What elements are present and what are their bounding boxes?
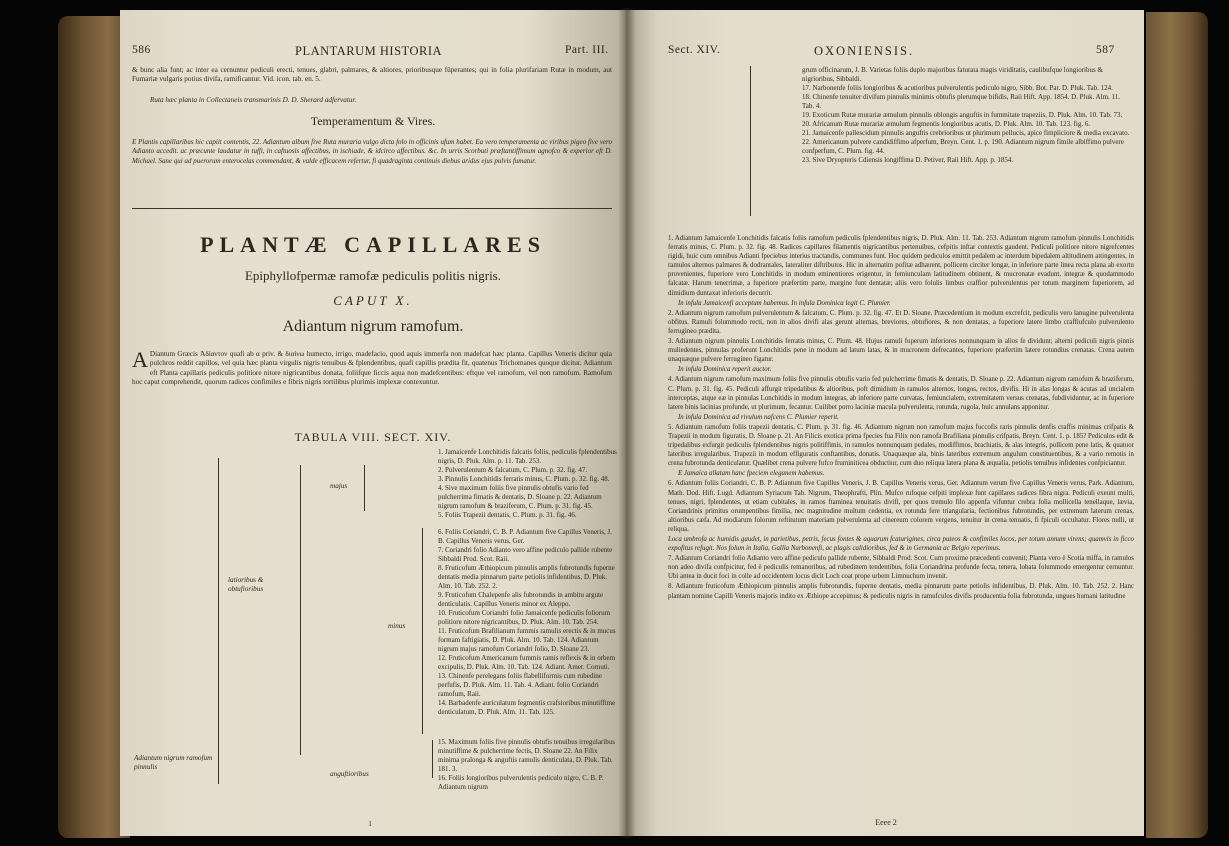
book-fore-edge-right (1146, 12, 1208, 838)
table-items-anguftioribus (438, 738, 620, 792)
group-anguftioribus-label: anguftioribus (330, 770, 369, 778)
paragraph: E Jamaica allatam hanc fpeciem eleganem habemus. (678, 470, 825, 478)
left-part-label: Part. III. (565, 44, 609, 56)
table-items-majus (438, 448, 620, 520)
section-title: PLANTÆ CAPILLARES (200, 232, 546, 257)
paragraph: 6. Adiantum foliis Coriandri, C. B. P. Adiantum five Capillus Veneris, J. B. Capillus Veneris verus, Ger. Adiantum verum five Capillus Veneris verus, Park. Adiantum, Math. Dod. Hift. Lugd. Adiantum Syriacum Tab. Nigrum, Theophrafti, Plin. Mufco rufoque cefpiti implexæ funt capillares radices fibra nigra. Pediculi exeunt multi, tenues, nigri, fplendentes, ut etiam cubitales, in ramos ftaminea tenuitatis divifi, per quos tremulo filo appenfa vifuntur crebra folia mollicella tenellaque, lævia, Coriandrinis primitus orumpentibus fimilia, nec magnitudine multum cedentia, ex rotunda fere triangularia, fectionibus fubrotundis, per extremum laterum crenas, altioribus cæfa. Ad modiarum folorum reftitutum materiam pulverulenta ad cinereum colorem vergens, tenuitur in crena tenuatis, fi fpiculi occultatur. Flores nulli, ut reliqua. (668, 480, 1134, 533)
table-item: 16. Foliis longioribus pulverulentis pediculo nigro, C. B. P. Adiantum nigrum (438, 774, 604, 791)
open-book (58, 8, 1208, 838)
paragraph: In infula Dominica ad rivulum nafcens C. Plumier reperit. (678, 413, 839, 421)
root-bracket (218, 458, 219, 784)
table-item: 3. Pinnulis Lonchitidis ferratis minus, C. Plum. p. 32. fig. 48. (438, 475, 610, 483)
table-item: grum officinarum, J. B. Varietas foliis duplo majoribus faturata magis viriditatis, caulibufque longioribus & nigrioribus, Sibbaldi. (802, 66, 1103, 83)
minus-bracket (422, 528, 423, 734)
right-body (668, 234, 1134, 601)
group-majus-label: majus (330, 482, 348, 490)
table-item: 10. Fruticofum Coriandri folio Jamaicenfe pediculis foliorum politiore nitore nigricantibus, D. Pluk. Alm. 10. Tab. 254. (438, 609, 611, 626)
table-items-minus (438, 528, 620, 717)
table-item: 8. Fruticofum Æthiopicum pinnulis amplis fubrotundis fuperne dentatis media pinnarum parte petiolis infidentibus, D. Pluk. Alm. 10. Tab. 252. 2. (438, 564, 615, 590)
latioribus-bracket (300, 465, 301, 755)
table-item: 15. Maximum foliis five pinnulis obtufis tenuibus irregularibus minutiffime & pulcherrime fectis, D. Sloane 22. An Filix minima pralonga & anguftis ramulis denticulata, D. Pluk. Tab. 181. 3. (438, 738, 615, 773)
table-item: 19. Exoticum Rutæ murariæ æmulum pinnulis oblongis anguftis in fummitate trapeziis, D. Pluk. Alm. 10. Tab. 73. (802, 111, 1123, 119)
table-item: 2. Pulverulentum & falcatum, C. Plum. p. 32. fig. 47. (438, 466, 588, 474)
left-signature-mark: 1 (368, 820, 372, 828)
left-intro-text: & bunc alia funt; ac inter ea cernuntur pediculi erecti, tenues, glabri, palmares, & altiores, prioribusque füperantes; qui in folia plurifariam Rutæ in modum, aut Fumariæ vulgaris potius divifa, ramificantur. Vid. icon. tab. en. 5. (132, 66, 612, 84)
table-item: 20. Africanum Rutæ murariæ æmulum fegmentis longioribus acutis, D. Pluk. Alm. 10. Tab. 123. fig. 6. (802, 120, 1091, 128)
table-title: TABULA VIII. SECT. XIV. (294, 430, 452, 444)
temperament-heading: Temperamentum & Vires. (310, 114, 436, 128)
left-page-number: 586 (132, 44, 151, 56)
drop-cap: A (132, 347, 148, 372)
table-root-label: Adiantum nigrum ramofum pinnulis (134, 754, 213, 771)
majus-bracket (364, 465, 365, 511)
table-item: 5. Foliis Trapezii dentatis, C. Plum. p. 31. fig. 46. (438, 511, 577, 519)
right-page (626, 10, 1144, 836)
table-item: 21. Jamaicenfe pallescidum pinnulis anguftis crebrioribus ut plurimum pellucis, apice fimpliciore & media excavato. (802, 129, 1130, 137)
section-rule (132, 208, 612, 209)
chapter-body-text (132, 347, 612, 388)
book-gutter (618, 8, 636, 838)
paragraph: 7. Adiantum Coriandri folio Adianto vero affine pediculo pallide rubente, Sibbaldi Prod. Scot. Cum proxime præcedenti convenit; Planta vero è Scotia miffa, in ramulos non adeo divifa confpicitur, fed è pediculis remanoribus, ad rubedinem tendentibus, folia Coriandrina profunde fecta, tenera, lobata folummodo emergentur cernuntur. Ubi antea in ducit foci in colle ad occidentem locus dicit Loch coat prope urbem Limnuchum invenit. (668, 555, 1134, 581)
left-note: Ruta hæc planta in Collectaneis transmarinis D. D. Sherard adfervatur. (150, 96, 357, 104)
paragraph: 1. Adiantum Jamaicenfe Lonchitidis falcatis foliis ramofum pediculis fplendentibus nigris, D. Pluk. Alm. 11. Tab. 253. Adiantum nigrum ramofum pinnulis Lonchitidis ferratis minus, C. Plum. p. 32. fig. 48. Radices capillares filamentis nigricantibus pertenuibus, cefpitis inftar contextis gaudent. Pediculi politiore nitore nigrefcentes rigidi, huic cum omnibus Adianti fpeciebus interius tractandis, communes funt. Hoc quidem pediculos emittit pedalem ac interdum bipedalem altitudinem attingentes, in ramulos alternos palmares & dodrantales, lateraliter diftributos. Hic in alternatim pofitæ adhærent, pollicem circiter longæ, in inferiore parte linea recta plana ab exortu provenientes, fuperiore vero Lonchitidis in modum eminentiores erigentur, in femiunculam latitudinem obtinent, & mucronatæ evadunt, integræ & quodammodo falcatæ. Harum tenerrimæ, a fuperiore præfertim parte, margine funt dentatæ; aliis vero folulis limbus craffior pulverulentus per totum marginem fuperiorem, ad dimidium duntaxat inferioris decurrit. (668, 235, 1134, 297)
continuation-bracket (750, 66, 751, 216)
paragraph: In infula Dominica reperit auctor. (678, 366, 772, 374)
chapter-body-content: Diantum Græcis Ἀδίαντον quafi ab α priv. & διαίνω humecto, irrigo, madefacio, quod aquis immerfa non madefcat hæc planta. Capillus Veneris dicitur quia pulchros reddit capillos, vel quia hæc planta virgulis nigris tenuibus & fplendentibus, quafi capillis prædita fit, quatenus Trichomanes quoque dicitur. Adiantum eft Planta capillaris pediculis politiore nitore nigricantibus donata, foliifque ficcis aqua non madefcentibus: eftque vel ramofum, vel non ramofum. Ramofum hoc caput comprehendit, quorum radices confimiles e fibris nigris tortilibus plurimis implexæ contexuntur. (132, 350, 612, 387)
paragraph: 2. Adiantum nigrum ramofum pulverulentum & falcatum, C. Plum. p. 32. fig. 47. Et D. Sloane. Præcedentium in modum excrefcit, pediculis vero lanugine pulverulenta obfitus. Ramuli folummodo recti, non in alios divifi alas gerunt alternas, breviores, obtufiores, & non dentatas, a fuperiore latere limbo craffiufculo pulverulento ferrugineo prædita. (668, 309, 1134, 335)
table-item: 17. Narbonenfe foliis longioribus & acutioribus pulverulentis pediculo nigro, Sibb. Bot. Par. D. Pluk. Tab. 124. (802, 84, 1113, 92)
left-running-title: PLANTARUM HISTORIA (295, 44, 443, 58)
table-item: 11. Fruticofum Brafilianum fummis ramulis erectis & in mucus formam faftigiatis, D. Pluk. Alm. 10. Tab. 124. Adiantum nigrum majus ramofum Coriandri folio, D. Sloane 23. (438, 627, 616, 653)
continuation-items (802, 66, 1132, 165)
table-item: 6. Foliis Coriandri, C. B. P. Adiantum five Capillus Veneris, J. B. Capillus Veneris verus, Ger. (438, 528, 612, 545)
group-minus-label: minus (388, 622, 406, 630)
paragraph: 4. Adiantum nigrum ramofum maximum foliis five pinnulis obtufis vario fed pulcherrime fimatis & dentatis, D. Sloane p. 22. Adiantum nigrum ramofum & braziferum, C. Plum. p. 31. fig. 45. Pediculi affurgit tripedalibus & altioribus, poft dimidium in ramulos alternos, longos, rectos, divifis. Hi in alas longas & acutas ad uncialem interceptas, atque eæ in pinnulas Lonchitidis in modum integras, ab inferiore parte curvatas, femiuncialem, extremitatem versus crenatas, fubdividuntur, ac in fuperiore latere binis lacinias profunde, ut plurimum, fecantur. Cuilibet porro laciniæ macula pulverulenta, rotunda, rugola, huic annulans apponitur. (668, 376, 1134, 411)
right-running-title: OXONIENSIS. (814, 44, 915, 58)
caput-label: CAPUT X. (333, 293, 413, 308)
anguftioribus-bracket (432, 740, 433, 778)
table-item: 1. Jamaicenfe Lonchitidis falcatis foliis, pediculis fplendentibus nigris, D. Pluk. Alm. p. 11. Tab. 253. (438, 448, 617, 465)
paragraph: 5. Adiantum ramofum foliis trapezii dentatis, C. Plum. p. 31. fig. 46. Adiantum nigrum non ramofum majus fuccofis raris pinnulis denfis craffis minimas crifpatis & Trapezii in modum figuratis, D. Sloane p. 21. An Filicis exotica prima fpecies fua Filix non ramofa Brafiliana pinnulis crifpatis, Breyn. Cent. 1. p. 185? Pediculos edit & tripedalibus exfurgit pediculis fplendentibus nigris politiffimis, in ramulos nonnunquam pedales, modiffimos, brachiatis, & alas integris, pollicem pene latis, & quatuor lateribus irregularibus. Trapezii in modum effiguratis conftantibus, donatis. Unaquæque ala, binis lateribus extremum angulum constituentibus, & a vario remotis in crena fubrotunda denticulatur. Quælibet crena pulvere fufco fruminiticea obductiur, cum duo reliqua latera plana & æqualia, petiolis tenuibus infidentes confpiciantur. (668, 423, 1134, 468)
right-section-label: Sect. XIV. (668, 44, 721, 56)
left-page (120, 10, 626, 836)
right-signature-mark: Eeee 2 (875, 818, 897, 827)
table-item: 14. Barbadenfe auriculatum fegmentis crafsioribus minutiffime denticulatum, D. Pluk. Alm. 11. Tab. 125. (438, 699, 616, 716)
paragraph: In infula Jamaicenfi acceptum habemus. In infula Dominica legit C. Plumier. (678, 299, 891, 307)
table-item: 12. Fruticofum Americanum fummis ramis reflexis & in orbem excipulis, D. Pluk. Alm. 10. Tab. 124. Adiant. Amer. Cornuti. (438, 654, 616, 671)
temperament-text: E Plantis capillaribus hic capiit contentis, 22. Adiantum album five Ruta muraria vulgo dicta folo in officinis ufum habet. Ea vero temperamenta ac viribus pigeo five vero Adianto accedit. ac præcunte laudatur in tuffi, in caftuosis affectibus, in ischiade, & idcirco affectibus. &c. In urris Scorbuti præftantiffimum agnofco & experior eft D. Michael. Sane qui ad puerorum enterocelas commendant, & valde efficacem refertur, fi quadraginta continuis diebus aridus ejus pulvis fumatur. (132, 138, 612, 165)
chapter-title: Adiantum nigrum ramofum. (282, 318, 464, 335)
table-item: 18. Chinenfe tenuiter divifum pinnulis minimis obtufis plerumque bifidis, Raii Hift. App. 1854. D. Pluk. Alm. 11. Tab. 4. (802, 93, 1121, 110)
paragraph: 8. Adiantum fruticofum Æthiopicum pinnulis amplis fubrotundis, fuperne dentatis, media pinnarum parte petiolis infidentibus, D. Pluk. Alm. 10. Tab. 252. 2. Hanc plantam nomine Capilli Veneris majoris indito ex Æthiope accepimus; & pediculis nigris in ramufculos divifis producentia folia fubrotunda, ungues humani latitudine (668, 583, 1134, 600)
table-item: 23. Sive Dryopteris Cdiensis longiffima D. Petiver, Raii Hift. App. p. 1854. (802, 156, 1014, 164)
group-latioribus-label: latioribus & obtufioribus (228, 576, 264, 593)
table-item: 4. Sive maximum foliis five pinnulis obtufis vario fed pulcherrima fimatis & dentatis, D. Sloane p. 22. Adiantum nigrum ramofum & braziferum, C. Plum. p. 31. fig. 45. (438, 484, 602, 510)
section-subtitle: Epiphyllofpermæ ramofæ pediculis politis nigris. (244, 268, 501, 283)
table-item: 9. Fruticofum Chalepenfe alis fubrotundis in ambitu argute denticulatis. Capillus Veneris minor ex Aleppo. (438, 591, 604, 608)
table-item: 7. Coriandri folio Adianto vero affine pediculo pallide rubente Sibbaldi Prod. Scot. Raii. (438, 546, 613, 563)
right-page-number: 587 (1096, 44, 1115, 56)
paragraph: 3. Adiantum nigrum pinnulis Lonchitidis ferratis minus, C. Plum. 48. Hujus ramuli fuperum inferiores nonnunquam in alios fe dividunt; alterni pediculi nigris pinnis muliedentes, pinnulas proferunt Lonchitidis pene in modum ad latum latas, & in mucronem defrecantes, fuperiore præfertim latere rotundius crenatas. Crena autem unaquæque pulvere ferrugineo figatur. (668, 338, 1134, 364)
table-item: 22. Americanum pulvere candidiffimo afperfum, Breyn. Cent. 1. p. 190. Adiantum nigrum fimile albiffimo pulvere confperfum, C. Plum. fig. 44. (802, 138, 1124, 155)
paragraph: Loca umbrofa ac humidis gaudet, in parietibus, petris, fecus fontes & aquarum fcaturigines, circa puteos & confimiles locos, per totum annum virens; quamvis in ficco expofitus refugit. Nos folum in Italia, Gallia Narbonenfi, ac plagis calidioribus, fed & in Germania ac Belgio reperimus. (668, 536, 1134, 553)
table-item: 13. Chinenfe perelegans foliis flabelliformis cum rubedine perfufis, D. Pluk. Alm. 11. Tab. 4. Adiant. folio Coriandri ramofum, Raii. (438, 672, 602, 698)
